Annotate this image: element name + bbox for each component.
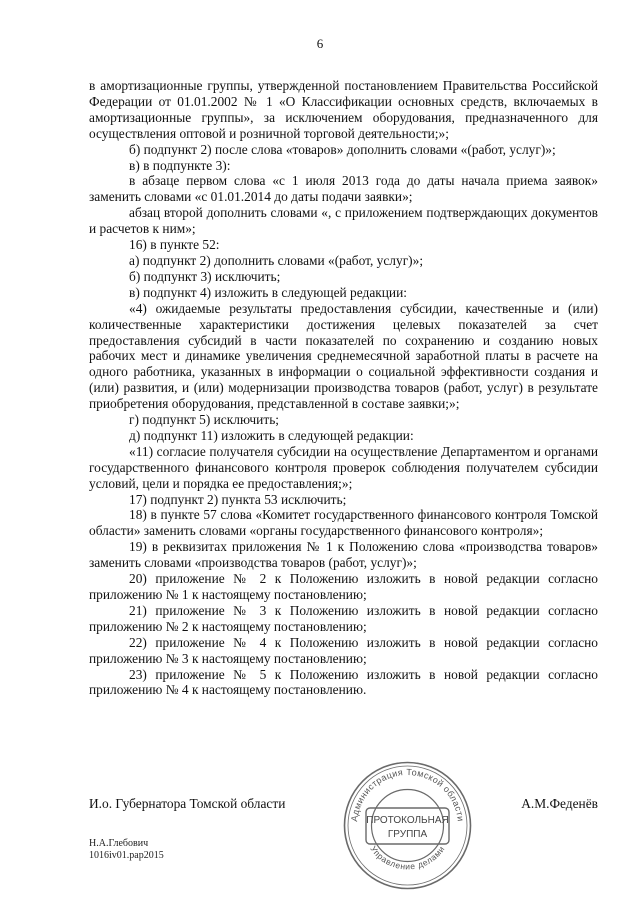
signatory-position: И.о. Губернатора Томской области — [89, 796, 286, 811]
document-body — [89, 78, 598, 698]
paragraph: в абзаце первом слова «с 1 июля 2013 года до даты начала приема заявок» заменить словами «с 01.01.2014 до даты подачи заявки»; — [89, 173, 598, 205]
paragraph: 16) в пункте 52: — [129, 237, 220, 253]
paragraph: «11) согласие получателя субсидии на осуществление Департаментом и органами государственного финансового контроля проверок соблюдения получателем субсидии условий, цели и порядка ее предоставления;»; — [89, 443, 598, 491]
paragraph: а) подпункт 2) дополнить словами «(работ, услуг)»; — [129, 252, 424, 268]
paragraph: 20) приложение № 2 к Положению изложить в новой редакции согласно приложению № 1 к настоящему постановлению; — [89, 571, 598, 602]
paragraph: 17) подпункт 2) пункта 53 исключить; — [129, 491, 347, 507]
official-stamp — [340, 758, 475, 893]
stamp-outer-text: Администрация Томской области — [349, 766, 466, 823]
paragraph: «4) ожидаемые результаты предоставления субсидии, качественные и (или) количественные характеристики достижения целевых показателей за счет предоставления субсидий в части показателей по сохранению и созданию новых рабочих мест и динамике увеличения среднемесячной заработной платы в расчете на одного работника, указанных в информации о социальной эффективности создания и (или) развития, и (или) модернизации производства товаров (работ, услуг) в результате приобретения оборудования, представленной в составе заявки;»; — [89, 300, 598, 412]
paragraph: 23) приложение № 5 к Положению изложить в новой редакции согласно приложению № 4 к настоящему постановлению. — [89, 666, 598, 698]
paragraph: 19) в реквизитах приложения № 1 к Положению слова «производства товаров» заменить словами «производства товаров (работ, услуг)»; — [89, 539, 598, 571]
paragraph: в) подпункт 4) изложить в следующей редакции: — [129, 284, 407, 300]
stamp-inner-line1: ПРОТОКОЛЬНАЯ — [366, 815, 449, 826]
paragraph: д) подпункт 11) изложить в следующей редакции: — [129, 427, 414, 443]
stamp-bottom-text: Управление делами — [368, 843, 447, 872]
paragraph: в амортизационные группы, утвержденной постановлением Правительства Российской Федерации от 01.01.2002 № 1 «О Классификации основных средств, включаемых в амортизационные группы», за исключением оборудования, предназначенного для осуществления оптовой и розничной торговой деятельности;»; — [89, 78, 598, 141]
paragraph: 18) в пункте 57 слова «Комитет государственного финансового контроля Томской области» заменить словами «органы государственного финансового контроля»; — [89, 507, 598, 539]
document-code: 1016iv01.pap2015 — [89, 850, 164, 861]
paragraph: 21) приложение № 3 к Положению изложить в новой редакции согласно приложению № 2 к настоящему постановлению; — [89, 602, 598, 634]
document-footer — [89, 838, 164, 862]
paragraph: 22) приложение № 4 к Положению изложить в новой редакции согласно приложению № 3 к настоящему постановлению; — [89, 634, 598, 666]
page-number: 6 — [316, 36, 324, 51]
paragraph: б) подпункт 3) исключить; — [129, 268, 281, 284]
paragraph: г) подпункт 5) исключить; — [129, 412, 280, 428]
paragraph: в) в подпункте 3): — [129, 157, 231, 173]
executor-name: Н.А.Глебович — [89, 838, 149, 849]
paragraph: абзац второй дополнить словами «, с приложением подтверждающих документов и расчетов к ним»; — [89, 205, 598, 237]
stamp-inner-line2: ГРУППА — [387, 829, 428, 840]
paragraph: б) подпункт 2) после слова «товаров» дополнить словами «(работ, услуг)»; — [129, 141, 556, 157]
signatory-name: А.М.Феденёв — [521, 796, 598, 811]
